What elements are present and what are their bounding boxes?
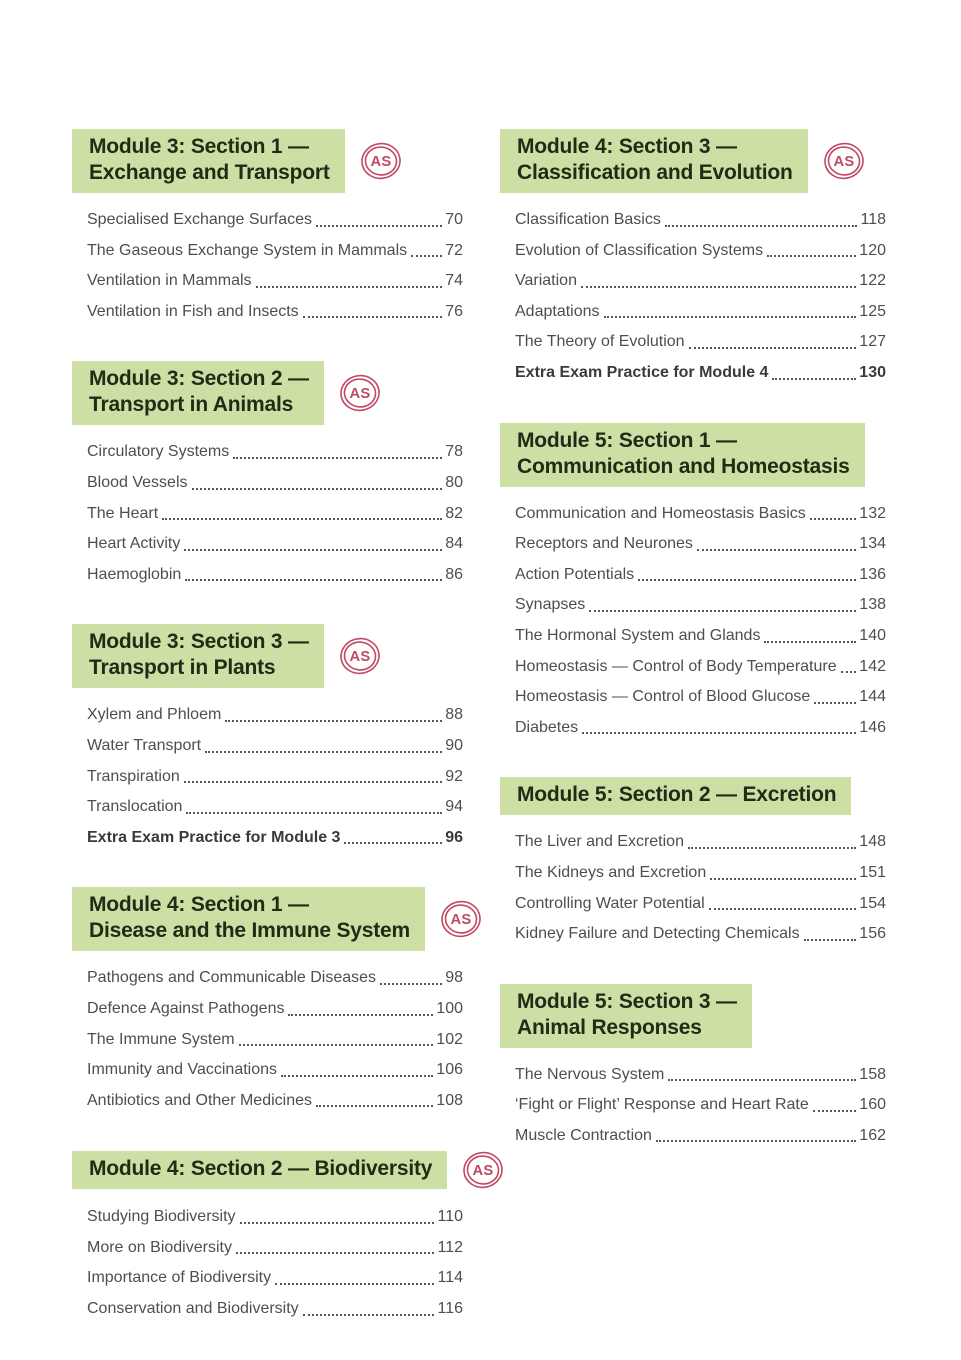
- dot-leader: [281, 1075, 433, 1077]
- entry-label: Classification Basics: [515, 211, 661, 228]
- toc-entry: [72, 963, 463, 994]
- entry-page-number: 122: [859, 272, 886, 290]
- dot-leader: [604, 316, 857, 318]
- dot-leader: [814, 702, 856, 704]
- entry-label: The Gaseous Exchange System in Mammals: [87, 241, 408, 259]
- entry-label: Receptors and Neurones: [515, 535, 693, 553]
- entry-label: Extra Exam Practice for Module 3: [87, 828, 341, 846]
- toc-entry: [72, 297, 463, 328]
- entry-page-number: 82: [445, 504, 463, 522]
- dot-leader: [185, 579, 442, 581]
- entry-label: Homeostasis — Control of Blood Glucose: [515, 688, 811, 706]
- toc-entry: [500, 499, 886, 530]
- dot-leader: [710, 878, 856, 880]
- entry-label: Ventilation in Fish and Insects: [87, 302, 299, 320]
- section-title: Module 3: Section 3 — Transport in Plants: [72, 624, 324, 688]
- dot-leader: [233, 457, 442, 459]
- section-header-row: [500, 423, 886, 487]
- section-entries: [72, 437, 463, 590]
- entry-page-number: 130: [859, 363, 886, 381]
- section-title: Module 5: Section 1 — Communication and Homeostasis: [500, 423, 865, 487]
- toc-entry: [500, 919, 886, 950]
- toc-entry: [72, 437, 463, 468]
- entry-page-number: 140: [859, 626, 886, 644]
- entry-page-number: 94: [445, 798, 463, 816]
- toc-entry: [72, 1233, 463, 1264]
- entry-label: The Kidneys and Excretion: [515, 863, 707, 881]
- toc-entry: [72, 731, 463, 762]
- entry-page-number: 148: [859, 833, 886, 851]
- dot-leader: [240, 1222, 435, 1224]
- section-header-row: [72, 887, 472, 951]
- dot-leader: [184, 781, 442, 783]
- toc-section: [500, 423, 886, 744]
- section-entries: [500, 499, 886, 744]
- entry-label: Studying Biodiversity: [87, 1208, 236, 1226]
- as-badge: [339, 373, 381, 413]
- entry-label: Defence Against Pathogens: [87, 999, 285, 1017]
- toc-entry: [500, 236, 886, 267]
- entry-label: Diabetes: [515, 718, 579, 736]
- toc-entry: [500, 327, 886, 358]
- dot-leader: [767, 255, 856, 257]
- entry-label: Extra Exam Practice for Module 4: [515, 363, 769, 381]
- toc-entry: [72, 1263, 463, 1294]
- entry-label: Synapses: [515, 596, 586, 614]
- as-badge-label: AS: [833, 154, 855, 171]
- entry-label: Specialised Exchange Surfaces: [87, 211, 313, 228]
- toc-entry: [72, 1055, 463, 1086]
- entry-label: Variation: [515, 272, 577, 290]
- dot-leader: [582, 732, 856, 734]
- as-badge: [440, 899, 482, 939]
- dot-leader: [668, 1079, 856, 1081]
- entry-label: Water Transport: [87, 736, 202, 754]
- as-badge-icon: [823, 141, 865, 181]
- dot-leader: [411, 255, 442, 257]
- entry-page-number: 110: [437, 1208, 463, 1226]
- section-header-row: [500, 984, 886, 1048]
- as-badge-label: AS: [370, 154, 392, 171]
- entry-page-number: 160: [859, 1096, 886, 1114]
- entry-label: Muscle Contraction: [515, 1126, 652, 1144]
- entry-label: Translocation: [87, 798, 183, 816]
- dot-leader: [638, 579, 856, 581]
- entry-label: The Nervous System: [515, 1065, 665, 1083]
- dot-leader: [316, 1105, 433, 1107]
- dot-leader: [344, 842, 442, 844]
- entry-page-number: 132: [859, 504, 886, 522]
- toc-section: [500, 984, 886, 1152]
- toc-entry: [500, 713, 886, 744]
- section-header-row: [72, 361, 463, 425]
- section-header-row: [72, 624, 463, 688]
- toc-entry: [500, 682, 886, 713]
- toc-section: [72, 361, 463, 590]
- entry-label: Ventilation in Mammals: [87, 272, 252, 290]
- entry-page-number: 156: [859, 925, 886, 943]
- toc-entry: [72, 236, 463, 267]
- entry-label: The Hormonal System and Glands: [515, 626, 761, 644]
- toc-entry: [72, 994, 463, 1025]
- toc-entry: [72, 1202, 463, 1233]
- entry-label: Immunity and Vaccinations: [87, 1061, 278, 1079]
- toc-entry: [72, 700, 463, 731]
- section-title: Module 5: Section 3 — Animal Responses: [500, 984, 752, 1048]
- as-badge-label: AS: [349, 649, 371, 666]
- entry-label: Action Potentials: [515, 565, 635, 583]
- as-badge-icon: [339, 636, 381, 676]
- entry-label: The Immune System: [87, 1030, 235, 1048]
- entry-page-number: 138: [859, 596, 886, 614]
- entry-page-number: 70: [445, 211, 463, 228]
- entry-page-number: 162: [859, 1126, 886, 1144]
- dot-leader: [804, 939, 857, 941]
- section-entries: [500, 1060, 886, 1152]
- entry-page-number: 127: [859, 333, 886, 351]
- section-title: Module 3: Section 1 — Exchange and Transport: [72, 129, 345, 193]
- toc-entry: [72, 266, 463, 297]
- entry-label: Importance of Biodiversity: [87, 1269, 272, 1287]
- entry-page-number: 118: [860, 211, 886, 228]
- section-title: Module 4: Section 2 — Biodiversity: [72, 1151, 447, 1189]
- entry-label: Homeostasis — Control of Body Temperature: [515, 657, 837, 675]
- entry-page-number: 86: [445, 565, 463, 583]
- entry-page-number: 72: [445, 241, 463, 259]
- toc-entry: [72, 1025, 463, 1056]
- entry-page-number: 84: [445, 535, 463, 553]
- entry-label: More on Biodiversity: [87, 1238, 232, 1256]
- entry-page-number: 142: [859, 657, 886, 675]
- dot-leader: [665, 225, 858, 227]
- toc-entry: [72, 762, 463, 793]
- as-badge-label: AS: [349, 386, 371, 403]
- toc-entry: [72, 499, 463, 530]
- section-title: Module 5: Section 2 — Excretion: [500, 777, 851, 815]
- entry-page-number: 106: [436, 1061, 463, 1079]
- entry-label: Xylem and Phloem: [87, 706, 222, 724]
- entry-page-number: 90: [445, 736, 463, 754]
- dot-leader: [581, 286, 856, 288]
- entry-label: Evolution of Classification Systems: [515, 241, 764, 259]
- section-entries: [72, 700, 463, 853]
- entry-label: Adaptations: [515, 302, 600, 320]
- toc-entry: [500, 358, 886, 389]
- entry-label: Transpiration: [87, 767, 180, 785]
- toc-entry: [72, 205, 463, 236]
- as-badge-icon: [339, 373, 381, 413]
- entry-page-number: 151: [859, 863, 886, 881]
- entry-page-number: 100: [436, 999, 463, 1017]
- entry-page-number: 112: [437, 1238, 463, 1256]
- as-badge-label: AS: [450, 912, 472, 929]
- dot-leader: [810, 518, 857, 520]
- section-entries: [72, 205, 463, 327]
- toc-entry: [500, 266, 886, 297]
- section-title: Module 4: Section 3 — Classification and Evolution: [500, 129, 808, 193]
- toc-section: [500, 777, 886, 949]
- toc-section: [72, 624, 463, 853]
- toc-entry: [500, 560, 886, 591]
- section-header-row: [500, 777, 886, 815]
- dot-leader: [589, 610, 856, 612]
- entry-label: Kidney Failure and Detecting Chemicals: [515, 925, 800, 943]
- section-title: Module 4: Section 1 — Disease and the Immune System: [72, 887, 425, 951]
- toc-section: [500, 129, 886, 389]
- dot-leader: [689, 347, 857, 349]
- as-badge-icon: [360, 141, 402, 181]
- toc-entry: [72, 1086, 463, 1117]
- toc-entry: [500, 827, 886, 858]
- toc-entry: [500, 297, 886, 328]
- entry-page-number: 88: [445, 706, 463, 724]
- dot-leader: [275, 1283, 434, 1285]
- toc-entry: [72, 1294, 463, 1325]
- entry-page-number: 108: [436, 1091, 463, 1109]
- dot-leader: [380, 983, 442, 985]
- entry-label: The Theory of Evolution: [515, 333, 685, 351]
- section-title: Module 3: Section 2 — Transport in Animals: [72, 361, 324, 425]
- entry-page-number: 98: [445, 969, 463, 987]
- toc-entry: [72, 823, 463, 854]
- toc-entry: [500, 652, 886, 683]
- toc-section: [72, 129, 463, 327]
- dot-leader: [709, 908, 857, 910]
- entry-page-number: 114: [437, 1269, 463, 1287]
- entry-page-number: 74: [445, 272, 463, 290]
- entry-label: Antibiotics and Other Medicines: [87, 1091, 312, 1109]
- entry-label: The Heart: [87, 504, 159, 522]
- section-entries: [72, 963, 463, 1116]
- entry-page-number: 136: [859, 565, 886, 583]
- entry-page-number: 92: [445, 767, 463, 785]
- as-badge: [462, 1150, 504, 1190]
- toc-entry: [500, 621, 886, 652]
- entry-label: Blood Vessels: [87, 473, 188, 491]
- entry-page-number: 80: [445, 473, 463, 491]
- entry-label: Conservation and Biodiversity: [87, 1300, 299, 1318]
- toc-entry: [500, 858, 886, 889]
- toc-entry: [72, 529, 463, 560]
- dot-leader: [697, 549, 856, 551]
- toc-entry: [500, 1090, 886, 1121]
- dot-leader: [225, 720, 442, 722]
- section-entries: [72, 1202, 463, 1324]
- toc-entry: [500, 590, 886, 621]
- entry-page-number: 120: [859, 241, 886, 259]
- right-column: [500, 129, 886, 1359]
- entry-page-number: 125: [859, 302, 886, 320]
- dot-leader: [205, 751, 442, 753]
- toc-entry: [500, 205, 886, 236]
- as-badge-icon: [440, 899, 482, 939]
- dot-leader: [316, 225, 442, 227]
- left-column: [72, 129, 494, 1359]
- toc-entry: [72, 560, 463, 591]
- section-header-row: [72, 1150, 494, 1190]
- toc-entry: [500, 529, 886, 560]
- dot-leader: [772, 378, 856, 380]
- dot-leader: [236, 1252, 435, 1254]
- entry-label: ‘Fight or Flight’ Response and Heart Rate: [515, 1096, 809, 1114]
- as-badge-label: AS: [472, 1163, 494, 1180]
- entry-page-number: 144: [859, 688, 886, 706]
- as-badge: [339, 636, 381, 676]
- entry-page-number: 102: [436, 1030, 463, 1048]
- entry-page-number: 96: [445, 828, 463, 846]
- section-entries: [500, 827, 886, 949]
- section-header-row: [500, 129, 886, 193]
- dot-leader: [184, 549, 442, 551]
- dot-leader: [303, 316, 443, 318]
- entry-page-number: 134: [859, 535, 886, 553]
- entry-label: Heart Activity: [87, 535, 181, 553]
- dot-leader: [813, 1110, 857, 1112]
- entry-label: The Liver and Excretion: [515, 833, 684, 851]
- as-badge: [823, 141, 865, 181]
- entry-label: Communication and Homeostasis Basics: [515, 504, 806, 522]
- entry-label: Pathogens and Communicable Diseases: [87, 969, 377, 987]
- entry-page-number: 154: [859, 894, 886, 912]
- entry-label: Haemoglobin: [87, 565, 182, 583]
- toc-entry: [72, 468, 463, 499]
- toc-section: [72, 887, 472, 1116]
- dot-leader: [303, 1314, 435, 1316]
- toc-entry: [500, 1121, 886, 1152]
- dot-leader: [186, 812, 442, 814]
- as-badge: [360, 141, 402, 181]
- entry-page-number: 146: [859, 718, 886, 736]
- dot-leader: [764, 641, 856, 643]
- toc-entry: [500, 889, 886, 920]
- entry-page-number: 116: [437, 1300, 463, 1318]
- dot-leader: [288, 1014, 433, 1016]
- entry-page-number: 78: [445, 443, 463, 461]
- dot-leader: [162, 518, 442, 520]
- dot-leader: [256, 286, 443, 288]
- entry-page-number: 76: [445, 302, 463, 320]
- toc-entry: [72, 792, 463, 823]
- entry-label: Controlling Water Potential: [515, 894, 705, 912]
- as-badge-icon: [462, 1150, 504, 1190]
- section-header-row: [72, 129, 463, 193]
- dot-leader: [192, 488, 443, 490]
- entry-label: Circulatory Systems: [87, 443, 230, 461]
- dot-leader: [239, 1044, 434, 1046]
- dot-leader: [656, 1140, 856, 1142]
- dot-leader: [688, 847, 856, 849]
- section-entries: [500, 205, 886, 389]
- toc-entry: [500, 1060, 886, 1091]
- entry-page-number: 158: [859, 1065, 886, 1083]
- dot-leader: [841, 671, 857, 673]
- toc-section: [72, 1150, 494, 1324]
